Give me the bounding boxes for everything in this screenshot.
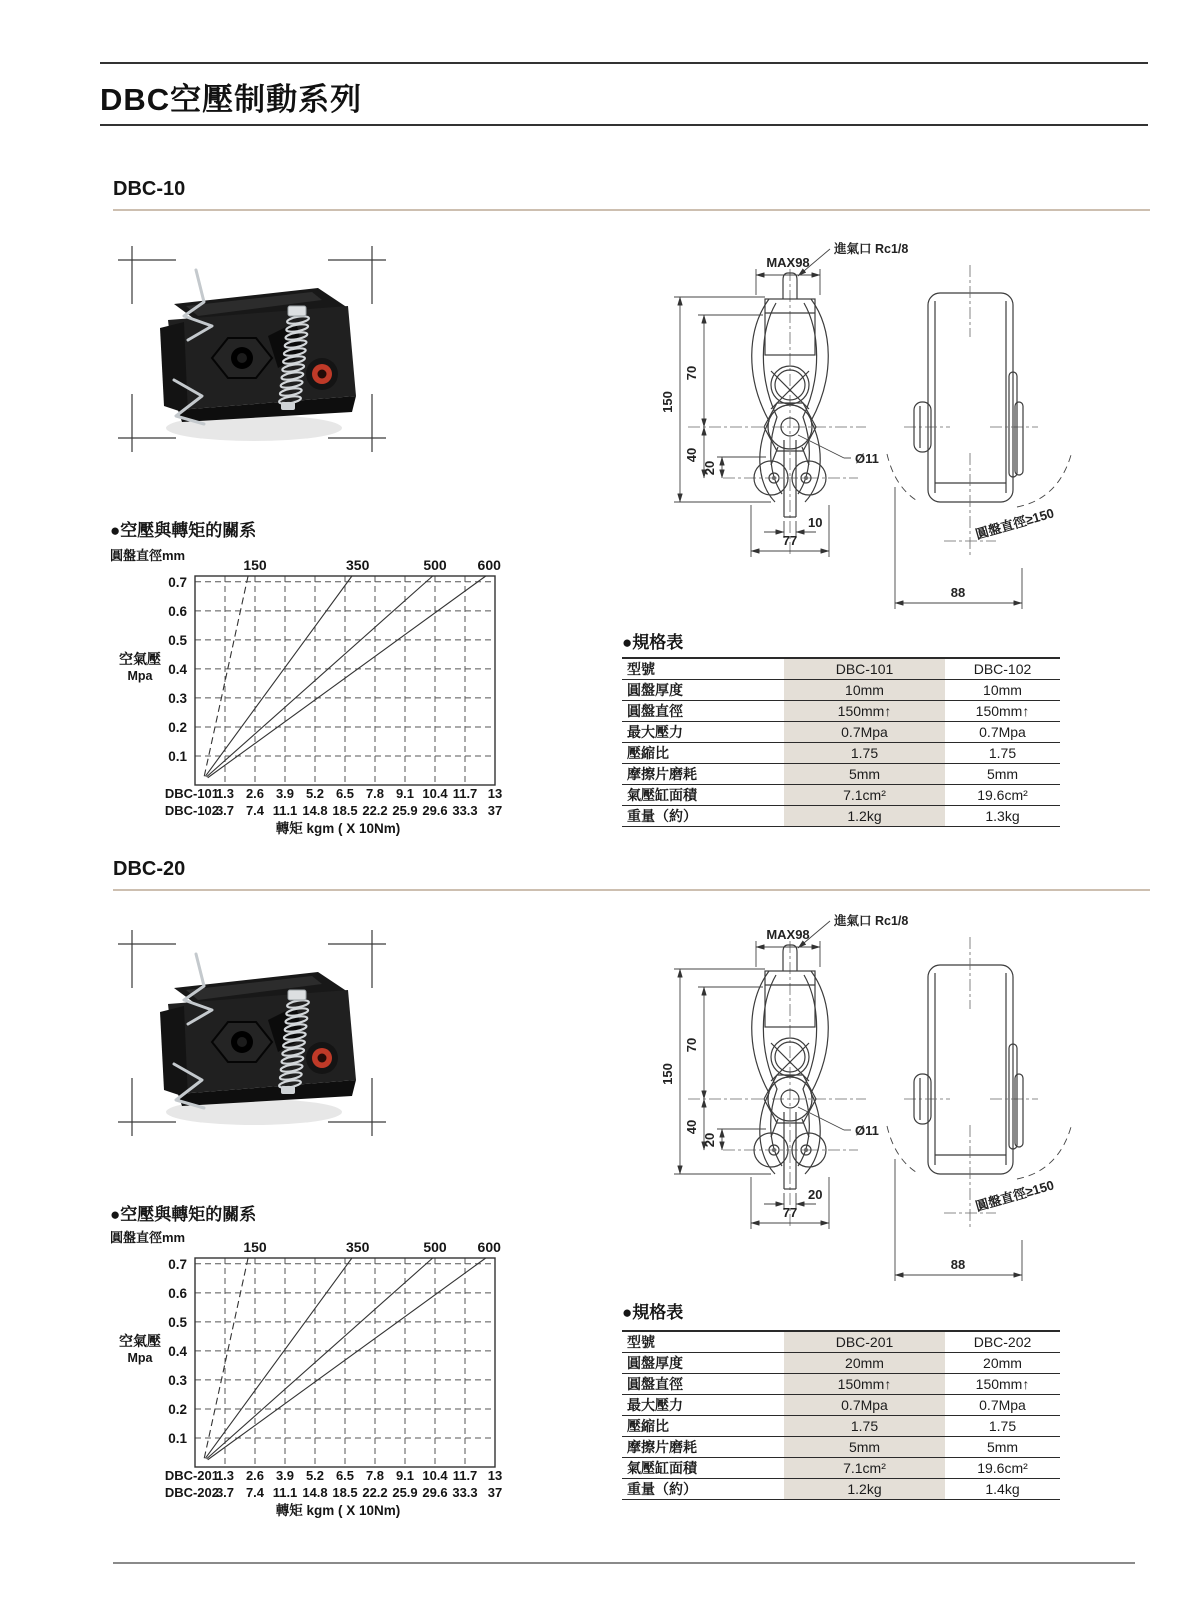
svg-text:150: 150 — [660, 1063, 675, 1085]
chart-heading-dbc-20: ●空壓與轉矩的關系 — [110, 1205, 257, 1224]
svg-text:33.3: 33.3 — [452, 1485, 478, 1500]
svg-text:0.1: 0.1 — [168, 1430, 187, 1446]
svg-text:0.3: 0.3 — [168, 690, 187, 706]
svg-text:7.4: 7.4 — [245, 1485, 265, 1500]
spec-row: 重量（約） 1.2kg 1.4kg — [622, 1479, 1060, 1500]
pressure-torque-chart-dbc-20 — [100, 1222, 530, 1522]
svg-text:3.9: 3.9 — [275, 786, 295, 801]
svg-text:0.2: 0.2 — [168, 719, 187, 735]
svg-text:7.4: 7.4 — [245, 803, 265, 818]
spec-row: 摩擦片磨耗 5mm 5mm — [622, 764, 1060, 785]
svg-text:2.6: 2.6 — [245, 786, 265, 801]
svg-text:3.7: 3.7 — [215, 803, 235, 818]
svg-text:11.1: 11.1 — [272, 803, 298, 818]
svg-text:5.2: 5.2 — [305, 1468, 325, 1483]
svg-text:DBC-201: DBC-201 — [164, 1468, 219, 1483]
svg-text:5.2: 5.2 — [305, 786, 325, 801]
spec-heading-dbc-10: ●規格表 — [622, 633, 684, 652]
svg-text:1.3: 1.3 — [215, 786, 235, 801]
svg-text:0.5: 0.5 — [168, 632, 187, 648]
svg-text:25.9: 25.9 — [392, 803, 418, 818]
svg-text:77: 77 — [782, 533, 798, 548]
svg-text:轉矩 kgm ( X 10Nm): 轉矩 kgm ( X 10Nm) — [275, 821, 401, 836]
svg-text:13: 13 — [487, 786, 503, 801]
spec-heading-dbc-20: ●規格表 — [622, 1303, 684, 1322]
brake-device-illustration — [160, 270, 356, 441]
svg-text:空氣壓: 空氣壓 — [119, 651, 161, 667]
title-rule-bottom — [100, 124, 1148, 126]
svg-text:20: 20 — [808, 1187, 823, 1202]
svg-text:40: 40 — [684, 447, 699, 463]
spec-header-row: 型號 DBC-101 DBC-102 — [622, 658, 1060, 680]
svg-text:1.3: 1.3 — [215, 1468, 235, 1483]
svg-text:11.1: 11.1 — [272, 1485, 298, 1500]
svg-text:6.5: 6.5 — [335, 786, 355, 801]
svg-text:0.2: 0.2 — [168, 1401, 187, 1417]
svg-text:圓盤直徑mm: 圓盤直徑mm — [110, 1230, 186, 1245]
svg-text:Mpa: Mpa — [127, 669, 153, 683]
svg-text:進氣口 Rc1/8: 進氣口 Rc1/8 — [834, 914, 909, 928]
svg-text:500: 500 — [423, 557, 447, 573]
product-photo-dbc-20 — [112, 924, 392, 1142]
svg-text:0.1: 0.1 — [168, 748, 187, 764]
svg-text:600: 600 — [477, 1239, 501, 1255]
spec-row: 壓縮比 1.75 1.75 — [622, 743, 1060, 764]
spec-table-dbc-20 — [622, 1330, 1060, 1500]
footer-rule — [113, 1562, 1135, 1564]
svg-text:2.6: 2.6 — [245, 1468, 265, 1483]
brake-device-illustration — [160, 954, 356, 1125]
svg-text:0.5: 0.5 — [168, 1314, 187, 1330]
spec-row: 摩擦片磨耗 5mm 5mm — [622, 1437, 1060, 1458]
svg-text:9.1: 9.1 — [395, 1468, 415, 1483]
svg-text:圓盤直徑mm: 圓盤直徑mm — [110, 548, 186, 563]
svg-text:圓盤直徑≥150: 圓盤直徑≥150 — [973, 1177, 1056, 1215]
svg-text:9.1: 9.1 — [395, 786, 415, 801]
svg-text:7.8: 7.8 — [365, 786, 385, 801]
svg-text:11.7: 11.7 — [452, 786, 478, 801]
svg-text:350: 350 — [346, 1239, 370, 1255]
spec-table-grid — [622, 1330, 1060, 1500]
svg-text:33.3: 33.3 — [452, 803, 478, 818]
svg-text:88: 88 — [950, 1257, 966, 1272]
spec-row: 最大壓力 0.7Mpa 0.7Mpa — [622, 1395, 1060, 1416]
svg-text:37: 37 — [487, 1485, 503, 1500]
svg-text:20: 20 — [702, 1132, 717, 1148]
svg-text:Ø11: Ø11 — [855, 451, 879, 466]
svg-text:77: 77 — [782, 1205, 798, 1220]
svg-text:40: 40 — [684, 1119, 699, 1135]
dimension-drawing-dbc-10 — [618, 225, 1078, 620]
spec-table-dbc-10 — [622, 657, 1060, 827]
svg-text:Mpa: Mpa — [127, 1351, 153, 1365]
svg-text:0.6: 0.6 — [168, 1285, 187, 1301]
svg-text:20: 20 — [702, 460, 717, 476]
spec-row: 壓縮比 1.75 1.75 — [622, 1416, 1060, 1437]
chart-heading-dbc-10: ●空壓與轉矩的關系 — [110, 521, 257, 540]
svg-text:150: 150 — [243, 557, 267, 573]
svg-text:70: 70 — [684, 1037, 699, 1053]
model-heading-dbc-20: DBC-20 — [113, 858, 186, 880]
svg-text:29.6: 29.6 — [422, 1485, 448, 1500]
spec-row: 氣壓缸面積 7.1cm² 19.6cm² — [622, 1458, 1060, 1479]
svg-text:88: 88 — [950, 585, 966, 600]
spec-row: 圓盤厚度 20mm 20mm — [622, 1353, 1060, 1374]
svg-text:18.5: 18.5 — [332, 803, 358, 818]
svg-text:MAX98: MAX98 — [766, 927, 810, 942]
svg-text:37: 37 — [487, 803, 503, 818]
svg-text:進氣口 Rc1/8: 進氣口 Rc1/8 — [834, 242, 909, 256]
svg-text:600: 600 — [477, 557, 501, 573]
svg-text:22.2: 22.2 — [362, 1485, 388, 1500]
svg-text:7.8: 7.8 — [365, 1468, 385, 1483]
svg-text:6.5: 6.5 — [335, 1468, 355, 1483]
svg-text:13: 13 — [487, 1468, 503, 1483]
spec-row: 圓盤厚度 10mm 10mm — [622, 680, 1060, 701]
spec-row: 氣壓缸面積 7.1cm² 19.6cm² — [622, 785, 1060, 806]
pressure-torque-chart-dbc-10 — [100, 540, 530, 840]
svg-text:11.7: 11.7 — [452, 1468, 478, 1483]
spec-header-row: 型號 DBC-201 DBC-202 — [622, 1331, 1060, 1353]
svg-text:Ø11: Ø11 — [855, 1123, 879, 1138]
svg-text:18.5: 18.5 — [332, 1485, 358, 1500]
svg-text:0.4: 0.4 — [168, 1343, 187, 1359]
svg-text:0.6: 0.6 — [168, 603, 187, 619]
svg-text:350: 350 — [346, 557, 370, 573]
svg-text:22.2: 22.2 — [362, 803, 388, 818]
svg-text:DBC-102: DBC-102 — [164, 803, 219, 818]
svg-text:空氣壓: 空氣壓 — [119, 1333, 161, 1349]
spec-row: 重量（約） 1.2kg 1.3kg — [622, 806, 1060, 827]
svg-text:70: 70 — [684, 365, 699, 381]
svg-text:14.8: 14.8 — [302, 1485, 328, 1500]
svg-text:3.7: 3.7 — [215, 1485, 235, 1500]
spec-row: 圓盤直徑 150mm↑ 150mm↑ — [622, 1374, 1060, 1395]
svg-text:0.4: 0.4 — [168, 661, 187, 677]
product-photo-dbc-10 — [112, 240, 392, 458]
svg-text:500: 500 — [423, 1239, 447, 1255]
svg-text:10.4: 10.4 — [422, 786, 448, 801]
spec-row: 圓盤直徑 150mm↑ 150mm↑ — [622, 701, 1060, 722]
section-rule-dbc-20 — [113, 889, 1150, 891]
section-rule-dbc-10 — [113, 209, 1150, 211]
svg-text:150: 150 — [660, 391, 675, 413]
spec-row: 最大壓力 0.7Mpa 0.7Mpa — [622, 722, 1060, 743]
spec-table-grid — [622, 657, 1060, 827]
svg-text:DBC-101: DBC-101 — [164, 786, 219, 801]
svg-text:0.7: 0.7 — [168, 1256, 187, 1272]
svg-text:150: 150 — [243, 1239, 267, 1255]
svg-text:0.3: 0.3 — [168, 1372, 187, 1388]
svg-text:10: 10 — [808, 515, 823, 530]
title-rule-top — [100, 62, 1148, 64]
svg-text:29.6: 29.6 — [422, 803, 448, 818]
svg-text:10.4: 10.4 — [422, 1468, 448, 1483]
svg-text:MAX98: MAX98 — [766, 255, 810, 270]
dimension-drawing-dbc-20 — [618, 897, 1078, 1292]
model-heading-dbc-10: DBC-10 — [113, 178, 186, 200]
svg-text:0.7: 0.7 — [168, 574, 187, 590]
svg-text:3.9: 3.9 — [275, 1468, 295, 1483]
svg-text:DBC-202: DBC-202 — [164, 1485, 219, 1500]
page-title: DBC空壓制動系列 — [100, 82, 363, 117]
svg-text:14.8: 14.8 — [302, 803, 328, 818]
svg-text:25.9: 25.9 — [392, 1485, 418, 1500]
svg-text:轉矩 kgm ( X 10Nm): 轉矩 kgm ( X 10Nm) — [275, 1503, 401, 1518]
svg-text:圓盤直徑≥150: 圓盤直徑≥150 — [973, 505, 1056, 543]
